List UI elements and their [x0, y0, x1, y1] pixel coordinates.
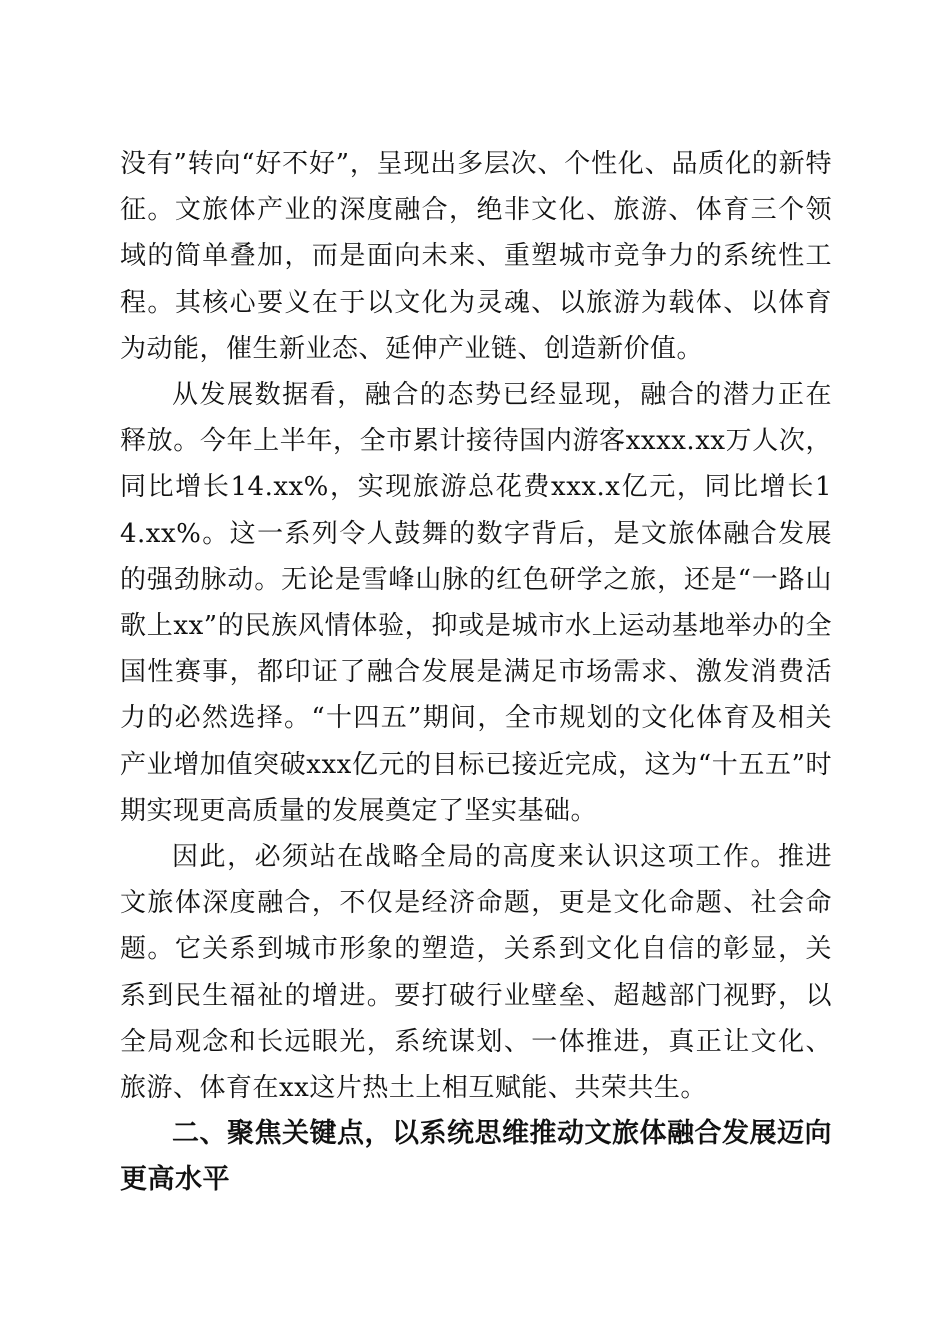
document-body — [120, 141, 832, 1204]
paragraph-continuation: 没有”转向“好不好”，呈现出多层次、个性化、品质化的新特征。文旅体产业的深度融合，绝非文化、旅游、体育三个领域的简单叠加，而是面向未来、重塑城市竞争力的系统性工程。其核心要义在于以文化为灵魂、以旅游为载体、以体育为动能，催生新业态、延伸产业链、创造新价值。 — [120, 149, 832, 364]
section-heading: 二、聚焦关键点，以系统思维推动文旅体融合发展迈向更高水平 — [120, 1118, 832, 1196]
paragraph-strategic-view: 因此，必须站在战略全局的高度来认识这项工作。推进文旅体深度融合，不仅是经济命题，更是文化命题、社会命题。它关系到城市形象的塑造，关系到文化自信的彰显，关系到民生福祉的增进。要打破行业壁垒、超越部门视野，以全局观念和长远眼光，系统谋划、一体推进，真正让文化、旅游、体育在xx这片热土上相互赋能、共荣共生。 — [120, 842, 832, 1104]
paragraph-development-data: 从发展数据看，融合的态势已经显现，融合的潜力正在释放。今年上半年，全市累计接待国内游客xxxx.xx万人次，同比增长14.xx%，实现旅游总花费xxx.x亿元，同比增长14.xx%。这一系列令人鼓舞的数字背后，是文旅体融合发展的强劲脉动。无论是雪峰山脉的红色研学之旅，还是“一路山歌上xx”的民族风情体验，抑或是城市水上运动基地举办的全国性赛事，都印证了融合发展是满足市场需求、激发消费活力的必然选择。“十四五”期间，全市规划的文化体育及相关产业增加值突破xxx亿元的目标已接近完成，这为“十五五”时期实现更高质量的发展奠定了坚实基础。 — [120, 380, 832, 826]
